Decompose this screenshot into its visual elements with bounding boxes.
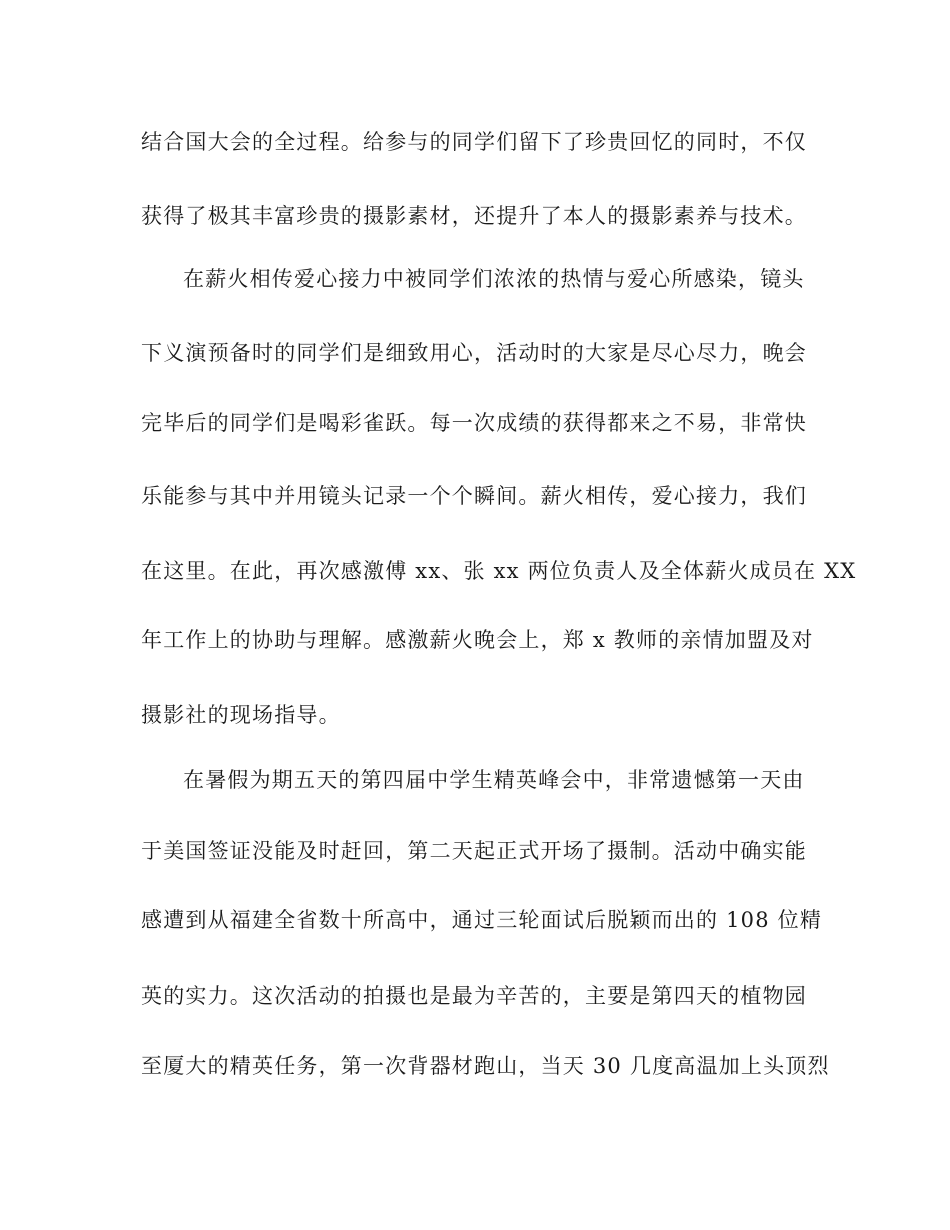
text-line: 结合国大会的全过程。给参与的同学们留下了珍贵回忆的同时，不仅 bbox=[141, 130, 807, 154]
text-line: 下义演预备时的同学们是细致用心，活动时的大家是尽心尽力，晚会 bbox=[141, 341, 807, 365]
text-line: 英的实力。这次活动的拍摄也是最为辛苦的，主要是第四天的植物园 bbox=[141, 984, 807, 1008]
text-line: 年工作上的协助与理解。感激薪火晚会上，郑 x 教师的亲情加盟及对 bbox=[141, 628, 814, 652]
text-line: 于美国签证没能及时赶回，第二天起正式开场了摄制。活动中确实能 bbox=[141, 839, 807, 863]
text-line: 感遭到从福建全省数十所高中，通过三轮面试后脱颖而出的 108 位精 bbox=[141, 908, 823, 932]
paragraph-first-line: 在暑假为期五天的第四届中学生精英峰会中，非常遗憾第一天由 bbox=[183, 768, 805, 792]
text-line: 至厦大的精英任务，第一次背器材跑山，当天 30 几度高温加上头顶烈 bbox=[141, 1054, 830, 1078]
paragraph-first-line: 在薪火相传爱心接力中被同学们浓浓的热情与爱心所感染，镜头 bbox=[183, 267, 805, 291]
text-line: 完毕后的同学们是喝彩雀跃。每一次成绩的获得都来之不易，非常快 bbox=[141, 411, 807, 435]
text-line: 获得了极其丰富珍贵的摄影素材，还提升了本人的摄影素养与技术。 bbox=[141, 204, 807, 228]
text-line: 摄影社的现场指导。 bbox=[141, 703, 341, 727]
text-line: 乐能参与其中并用镜头记录一个个瞬间。薪火相传，爱心接力，我们 bbox=[141, 484, 807, 508]
text-line: 在这里。在此，再次感激傅 xx、张 xx 两位负责人及全体薪火成员在 XX bbox=[141, 559, 857, 583]
